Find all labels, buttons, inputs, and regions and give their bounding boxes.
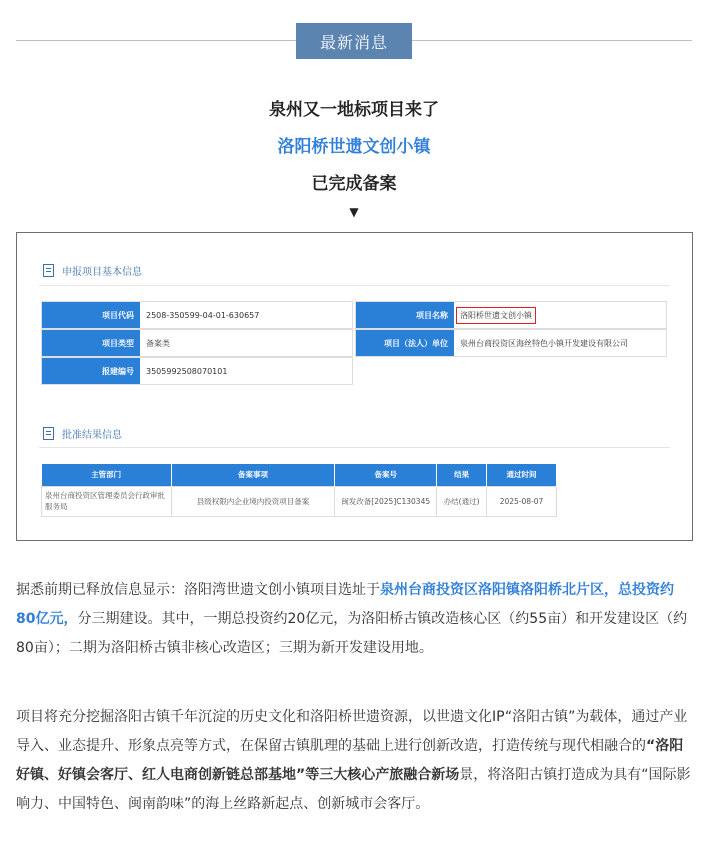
field-label: 项目类型	[42, 330, 140, 356]
paragraph-text: 分三期建设。其中，一期总投资约20亿元，为洛阳桥古镇改造核心区（约55亩）和开发建设区（约80亩）；二期为洛阳桥古镇非核心改造区；三期为新开发建设用地。	[16, 611, 688, 656]
field-label: 项目名称	[356, 302, 454, 328]
table-header-row	[42, 464, 557, 486]
column-header: 主管部门	[42, 464, 172, 486]
article-paragraph-2	[16, 703, 692, 819]
headline	[0, 92, 708, 219]
table-cell: 闽发改备[2025]C130345	[335, 486, 437, 516]
field-value: 备案类	[146, 338, 170, 348]
field-label: 项目代码	[42, 302, 140, 328]
field-project-code	[41, 301, 353, 329]
column-header: 备案事项	[171, 464, 335, 486]
table-cell: 县级权限内企业境内投资项目备案	[171, 486, 335, 516]
paragraph-text: 景，将洛阳古镇打造成为具有“国际影响力、中国特色、闽南韵味”的海上丝路新起点、创新城市会客厅。	[16, 767, 691, 812]
column-header: 备案号	[335, 464, 437, 486]
field-project-type	[41, 329, 353, 357]
field-value	[454, 302, 536, 328]
headline-line-1: 泉州又一地标项目来了	[269, 100, 439, 120]
highlight-text: 泉州台商投资区洛阳镇洛阳桥北片区，总投资约80亿元，	[16, 582, 674, 627]
section-rule	[39, 285, 670, 286]
field-label: 项目（法人）单位	[356, 330, 454, 356]
field-report-number	[41, 357, 353, 385]
field-value: 3505992508070101	[146, 366, 228, 376]
down-arrow-icon: ▼	[349, 205, 359, 219]
document-icon	[43, 427, 54, 440]
bold-text: “洛阳好镇、好镇会客厅、红人电商创新链总部基地”等三大核心产旅融合新场	[16, 738, 684, 783]
table-cell: 2025-08-07	[487, 486, 557, 516]
field-value: 泉州台商投资区海丝特色小镇开发建设有限公司	[460, 338, 628, 348]
section-rule	[39, 447, 670, 448]
highlight-box: 洛阳桥世遗文创小镇	[456, 307, 536, 324]
headline-line-3: 已完成备案	[311, 174, 397, 194]
field-project-owner	[355, 329, 667, 357]
headline-line-2: 洛阳桥世遗文创小镇	[277, 137, 431, 157]
paragraph-text: 项目将充分挖掘洛阳古镇千年沉淀的历史文化和洛阳桥世遗资源，以世遗文化IP“洛阳古镇”为载体，通过产业导入、业态提升、形象点亮等方式，在保留古镇肌理的基础上进行创新改造，打造传统与现代相融合的	[16, 709, 688, 754]
approval-table	[41, 464, 557, 517]
news-badge: 最新消息	[296, 23, 412, 59]
field-project-name	[355, 301, 667, 329]
article-paragraph-1	[16, 576, 692, 663]
approval-header	[43, 426, 122, 441]
record-screenshot	[16, 232, 693, 541]
column-header: 通过时间	[487, 464, 557, 486]
field-label: 报建编号	[42, 358, 140, 384]
field-value: 2508-350599-04-01-630657	[146, 310, 260, 320]
table-cell: 泉州台商投资区管理委员会行政审批服务局	[42, 486, 172, 516]
table-row	[42, 486, 557, 516]
table-cell: 办结(通过)	[437, 486, 487, 516]
basic-info-title: 申报项目基本信息	[62, 267, 142, 278]
document-icon	[43, 264, 54, 277]
column-header: 结果	[437, 464, 487, 486]
basic-info-header	[43, 263, 142, 278]
paragraph-text: 据悉前期已释放信息显示：洛阳湾世遗文创小镇项目选址于	[16, 582, 380, 598]
approval-title: 批准结果信息	[62, 430, 122, 441]
